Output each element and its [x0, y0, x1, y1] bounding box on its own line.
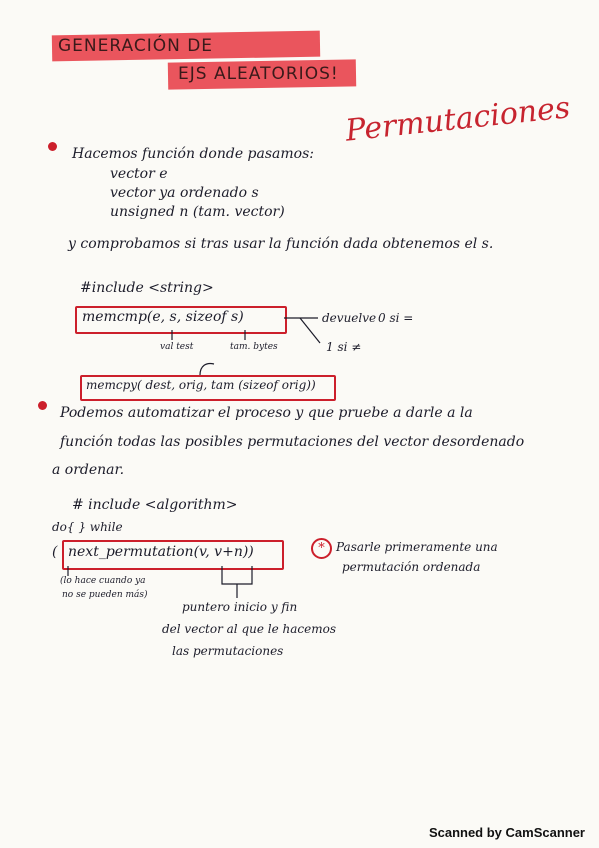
include-string: #include <string> [80, 280, 214, 296]
memcmp-return-one: 1 si ≠ [326, 340, 362, 354]
star-note-2: permutación ordenada [342, 560, 481, 574]
scanner-watermark: Scanned by CamScanner [428, 825, 585, 840]
bracket-note-3: las permutaciones [172, 644, 284, 658]
check-text: y comprobamos si tras usar la función dada obtenemos el s. [68, 236, 494, 252]
memcmp-return-label: devuelve [322, 311, 377, 325]
param-2: vector ya ordenado s [110, 185, 259, 201]
side-note-2: no se pueden más) [62, 590, 148, 600]
auto-text-1: Podemos automatizar el proceso y que pruebe a darle a la [60, 405, 473, 421]
bracket-note-2: del vector al que le hacemos [162, 622, 336, 636]
param-1: vector e [110, 166, 168, 182]
bracket-note-1: puntero inicio y fin [182, 600, 298, 614]
title-line-1: GENERACIÓN DE [58, 36, 214, 56]
param-3: unsigned n (tam. vector) [110, 204, 285, 220]
do-while: do{ } while [52, 520, 123, 534]
memcmp-label-val: val test [160, 342, 194, 352]
open-paren: ( [52, 544, 58, 560]
memcmp-code: memcmp(e, s, sizeof s) [82, 309, 244, 325]
next-permutation-code: next_permutation(v, v+n)) [68, 544, 254, 560]
title-line-2: EJS ALEATORIOS! [178, 64, 339, 84]
side-note-1: (lo hace cuando ya [60, 576, 146, 586]
star-note-1: Pasarle primeramente una [336, 540, 498, 554]
permutaciones-heading: Permutaciones [343, 90, 572, 149]
star-icon: * [311, 538, 332, 559]
include-algorithm: # include <algorithm> [72, 497, 238, 513]
memcmp-label-bytes: tam. bytes [230, 342, 278, 352]
memcpy-code: memcpy( dest, orig, tam (sizeof orig)) [86, 378, 316, 392]
memcmp-return-zero: 0 si = [378, 311, 414, 325]
auto-text-3: a ordenar. [52, 462, 125, 478]
auto-text-2: función todas las posibles permutaciones del vector desordenado [60, 434, 525, 450]
intro-text: Hacemos función donde pasamos: [72, 146, 314, 162]
